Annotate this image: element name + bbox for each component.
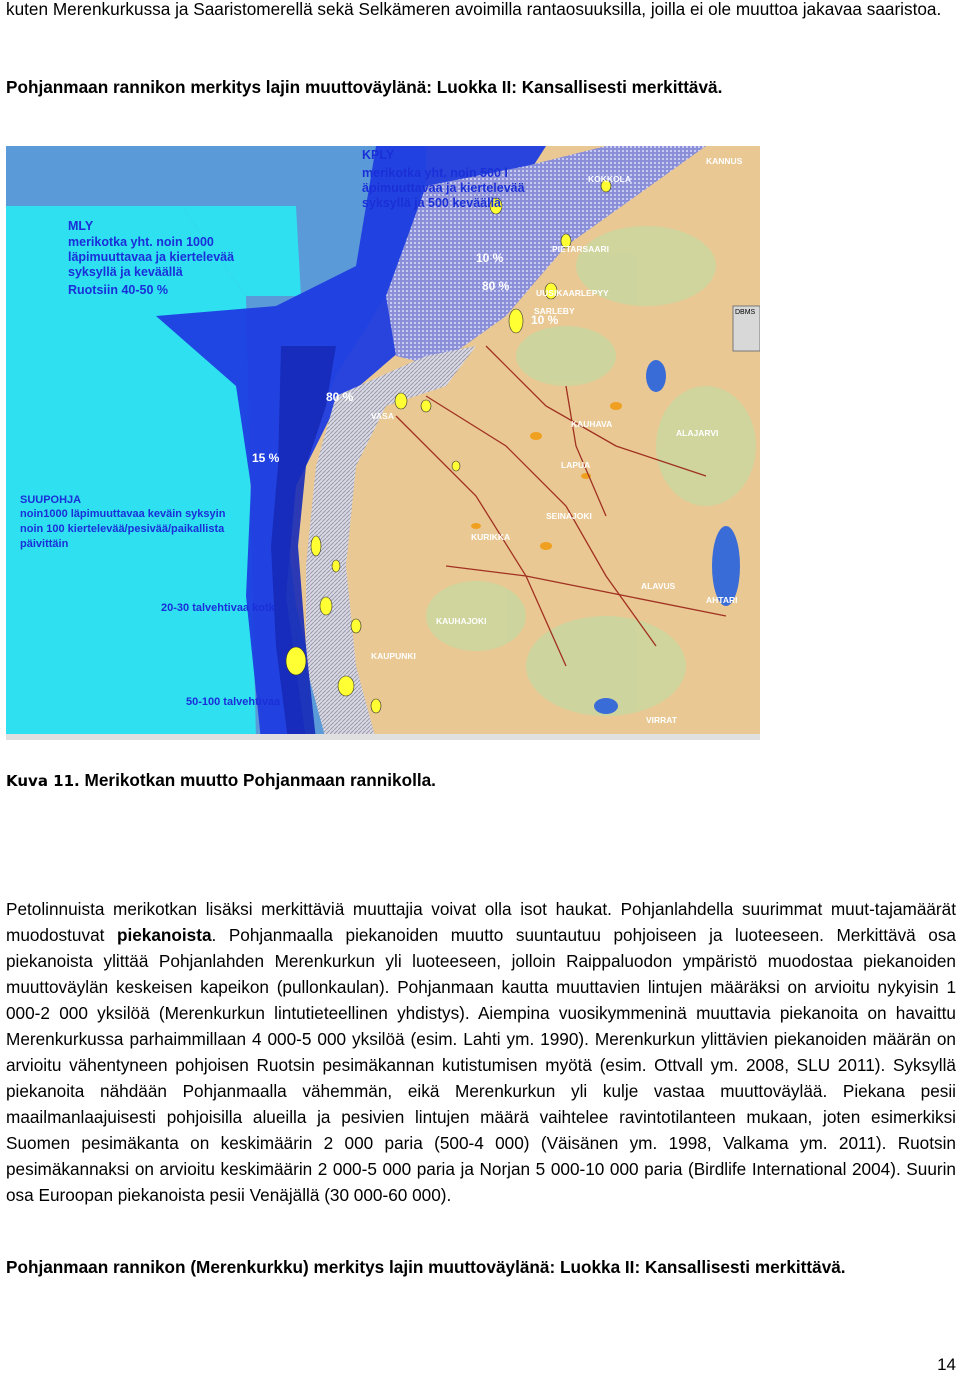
svg-text:KANNUS: KANNUS — [706, 156, 743, 166]
svg-text:SEINAJOKI: SEINAJOKI — [546, 511, 592, 521]
svg-text:Ruotsiin 40-50 %: Ruotsiin 40-50 % — [68, 283, 169, 297]
section-heading-bottom: Pohjanmaan rannikon (Merenkurkku) merkitys lajin muuttoväylänä: Luokka II: Kansallisesti merkittävä. — [6, 1257, 846, 1277]
svg-text:ALAJARVI: ALAJARVI — [676, 428, 719, 438]
body-text-part1: Petolinnuista merikotkan lisäksi merkittäviä muuttajia voivat olla isot haukat. Pohjanlahdella suurimmat muut-tajamäärät muodostuvat — [6, 899, 956, 945]
svg-text:80 %: 80 % — [326, 390, 354, 404]
svg-text:KAUHAVA: KAUHAVA — [571, 419, 613, 429]
svg-text:DBMS: DBMS — [735, 309, 756, 316]
svg-text:15 %: 15 % — [252, 451, 280, 465]
svg-text:merikotka yht. noin 500 l: merikotka yht. noin 500 l — [362, 166, 508, 180]
svg-text:syksyllä ja 500 keväällä: syksyllä ja 500 keväällä — [362, 196, 502, 210]
figure-caption — [6, 770, 436, 791]
svg-text:ALAVUS: ALAVUS — [641, 581, 676, 591]
map-scrollbar — [6, 734, 760, 740]
svg-text:LAPUA: LAPUA — [561, 460, 591, 470]
svg-text:VASA: VASA — [371, 411, 394, 421]
svg-text:UUSIKAARLEPYY: UUSIKAARLEPYY — [536, 288, 609, 298]
body-text-part2: . Pohjanmaalla piekanoiden muutto suuntautuu pohjoiseen ja luoteeseen. Merkittävä osa piekanoista ylittää Pohjanlahden Merenkurkun yli luoteeseen, jolloin Raippaluodon ympäristö muodostaa piekanoiden muuttoväylän keskeisen kapeikon (pullonkaulan). Pohjanmaan kautta muuttavien lintujen määräksi on arvioitu nykyisin 1 000-2 000 yksilöä (Merenkurkun lintutieteellinen yhdistys). Aiempina vuosikymmeninä muuttavia piekanoita on havaittu Merenkurkussa parhaimmillaan 4 000-5 000 yksilöä (esim. Lahti ym. 1990). Merenkurkun ylittävien piekanoiden määrän on arvioitu vähentyneen pohjoisen Ruotsin pesimäkannan kutistumisen myötä (esim. Ottvall ym. 2008, SLU 2011). Syksyllä piekanoita nähdään Pohjanmaalla vähemmän, eikä Merenkurkun yli kulje vastaa muuttoväylää. Piekana pesii maailmanlaajuisesti pohjoisilla alueilla ja pesivien lintujen määrä vaihtelee ravintotilanteen mukaan, joten esimerkiksi Suomen pesimäkanta on keskimäärin 2 000 paria (500-4 000) (Väisänen ym. 1998, Valkama ym. 2011). Ruotsin pesimäkannaksi on arvioitu keskimäärin 2 000-5 000 paria ja Norjan 5 000-10 000 paria (Birdlife International 2004). Suurin osa Euroopan piekanoista pesii Venäjällä (30 000-60 000). — [6, 925, 956, 1205]
svg-text:äpimuuttavaa ja kiertelevää: äpimuuttavaa ja kiertelevää — [362, 181, 525, 195]
svg-text:läpimuuttavaa ja kiertelevää: läpimuuttavaa ja kiertelevää — [68, 250, 235, 264]
eagle-migration-map — [6, 146, 760, 740]
svg-text:KOKKOLA: KOKKOLA — [588, 174, 631, 184]
wintering-label-1: 20-30 talvehtivaa kotk — [161, 602, 275, 614]
svg-text:PIETARSAARI: PIETARSAARI — [552, 244, 609, 254]
svg-text:KAUPUNKI: KAUPUNKI — [371, 651, 416, 661]
wintering-label-2: 50-100 talvehtivaa — [186, 696, 281, 708]
map-toolbar — [733, 306, 760, 351]
suupohja-title: SUUPOHJA — [20, 494, 82, 506]
page-number: 14 — [937, 1355, 956, 1374]
svg-text:merikotka yht. noin 1000: merikotka yht. noin 1000 — [68, 235, 214, 249]
svg-text:80 %: 80 % — [482, 279, 510, 293]
svg-text:10 %: 10 % — [531, 313, 559, 327]
svg-text:syksyllä ja keväällä: syksyllä ja keväällä — [68, 265, 183, 279]
body-paragraph — [6, 896, 956, 1208]
svg-text:noin1000 läpimuuttavaa keväin: noin1000 läpimuuttavaa keväin syksyin — [20, 508, 226, 520]
caption-label: Kuva 11. — [6, 772, 80, 790]
caption-text: Merikotkan muutto Pohjanmaan rannikolla. — [79, 770, 436, 790]
svg-text:SARLEBY: SARLEBY — [534, 306, 575, 316]
svg-text:KAUHAJOKI: KAUHAJOKI — [436, 616, 487, 626]
intro-paragraph: kuten Merenkurkussa ja Saaristomerellä sekä Selkämeren avoimilla rantaosuuksilla, joilla ei ole muuttoa jakavaa saaristoa. — [6, 0, 942, 19]
svg-text:KURIKKA: KURIKKA — [471, 532, 511, 542]
svg-text:päivittäin: päivittäin — [20, 538, 69, 550]
kply-title: KPLY — [362, 148, 395, 162]
svg-text:10 %: 10 % — [476, 251, 504, 265]
svg-text:AHTARI: AHTARI — [706, 595, 738, 605]
mly-title: MLY — [68, 219, 94, 233]
body-bold-term: piekanoista — [116, 925, 212, 945]
svg-text:noin 100 kiertelevää/pesivää/p: noin 100 kiertelevää/pesivää/paikallista — [20, 523, 225, 535]
svg-text:VIRRAT: VIRRAT — [646, 715, 678, 725]
section-heading-top: Pohjanmaan rannikon merkitys lajin muuttoväylänä: Luokka II: Kansallisesti merkittävä. — [6, 77, 723, 97]
